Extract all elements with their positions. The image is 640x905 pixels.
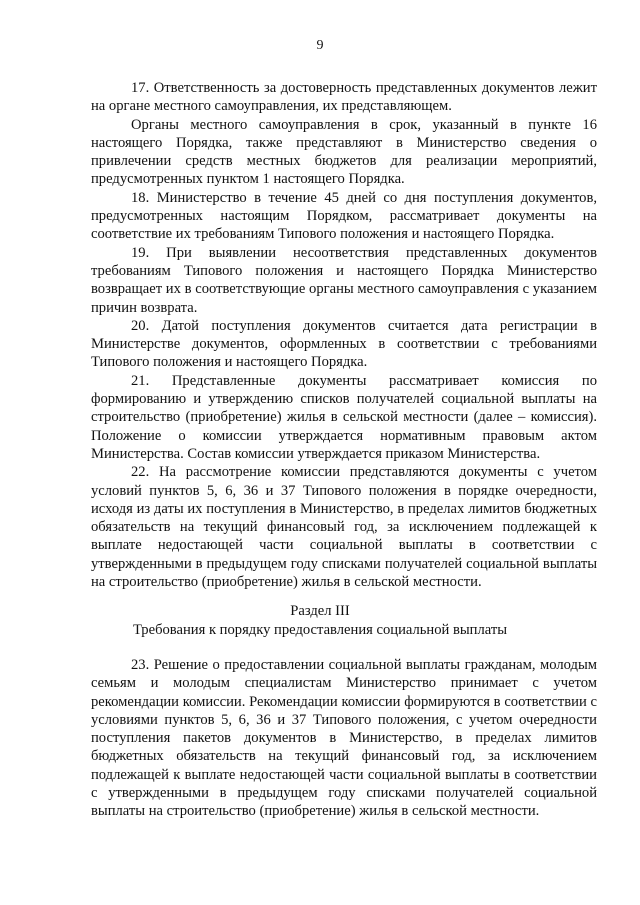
paragraph-22: 22. На рассмотрение комиссии представляются документы с учетом условий пунктов 5, 6, 36 и 37 Типового положения в порядке очередности, исходя из даты их поступления в Министерство, в пределах лимитов бюджетных обязательств на текущий финансовый год, за исключением подлежащей к выплате недостающей части социальной выплаты в соответствии с утвержденными в предыдущем году списками получателей социальной выплаты на строительство (приобретение) жилья в сельской местности. (91, 464, 597, 591)
paragraph-21: 21. Представленные документы рассматривает комиссия по формированию и утверждению списков получателей социальной выплаты на строительство (приобретение) жилья в сельской местности (далее – комиссия). Положение о комиссии утверждается нормативным правовым актом Министерства. Состав комиссии утверждается приказом Министерства. (91, 372, 597, 462)
paragraph-19: 19. При выявлении несоответствия представленных документов требованиям Типового положения и настоящего Порядка Министерство возвращает их в соответствующие органы местного самоуправления с указанием причин возврата. (91, 244, 597, 316)
body-text-top (91, 79, 597, 591)
paragraph-18: 18. Министерство в течение 45 дней со дня поступления документов, предусмотренных настоящим Порядком, рассматривает документы на соответствие их требованиям Типового положения и настоящего Порядка. (91, 189, 597, 243)
body-text-bottom (91, 656, 597, 821)
section-title: Требования к порядку предоставления социальной выплаты (132, 622, 508, 638)
paragraph-20: 20. Датой поступления документов считается дата регистрации в Министерстве документов, оформленных в соответствии с требованиями Типового положения и настоящего Порядка. (91, 317, 597, 371)
paragraph-17-continuation: Органы местного самоуправления в срок, указанный в пункте 16 настоящего Порядка, также представляют в Министерство сведения о привлечении средств местных бюджетов для реализации мероприятий, предусмотренных пунктом 1 настоящего Порядка. (91, 116, 597, 188)
paragraph-17: 17. Ответственность за достоверность представленных документов лежит на органе местного самоуправления, их представляющем. (91, 80, 597, 115)
section-label: Раздел III (290, 603, 350, 619)
page-number: 9 (316, 38, 324, 53)
paragraph-23: 23. Решение о предоставлении социальной выплаты гражданам, молодым семьям и молодым специалистам Министерство принимает с учетом рекомендации комиссии. Рекомендации комиссии формируются в соответствии с условиями пунктов 5, 6, 36 и 37 Типового положения, с учетом очередности поступления пакетов документов в Министерство, в пределах лимитов бюджетных обязательств на текущий финансовый год, за исключением подлежащей к выплате недостающей части социальной выплаты в соответствии с утвержденными в предыдущем году списками получателей социальной выплаты на строительство (приобретение) жилья в сельской местности. (91, 657, 597, 820)
